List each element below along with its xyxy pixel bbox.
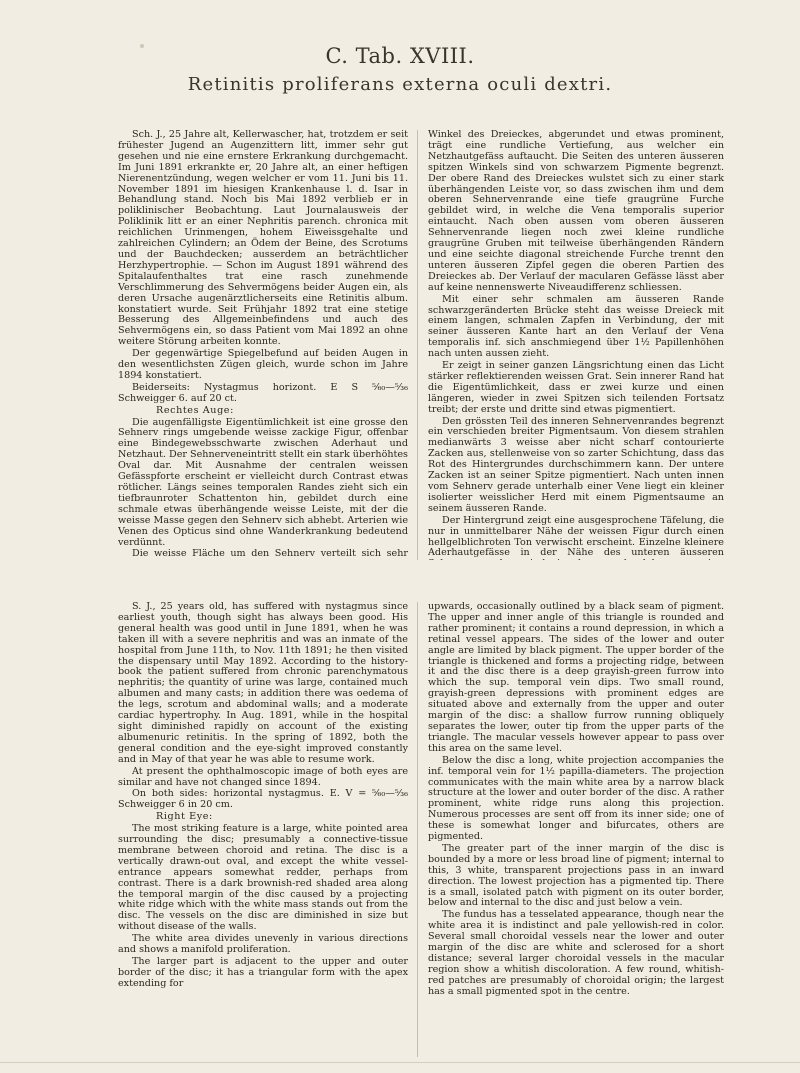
english-text-right-column	[428, 602, 724, 1057]
paragraph: The most striking feature is a large, white pointed area surrounding the disc; presumably a connective-tissue membrane between choroid and retina. The disc is a vertically drawn-out oval, and except the white vessel-entrance appears somewhat redder, perhaps from contrast. There is a dark brownish-red shaded area along the temporal margin of the disc caused by a projecting white ridge which with the white mass stands out from the disc. The vessels on the disc are diminished in size but without disease of the walls.	[118, 823, 408, 933]
paragraph: The greater part of the inner margin of the disc is bounded by a more or less broad line of pigment; internal to this, 3 white, transparent projections pass in an inward direction. The lowest projection has a pigmented tip. There is a small, isolated patch with pigment on its outer border, below and internal to the disc and just below a vein.	[428, 842, 724, 909]
paragraph: Below the disc a long, white projection accompanies the inf. temporal vein for 1½ papilla-diameters. The projection communicates with the main white area by a narrow black structure at the lower and outer border of the disc. A rather prominent, white ridge runs along this projection. Numerous processes are sent off from its inner side; one of these is somewhat longer and bifurcates, others are pigmented.	[428, 754, 724, 843]
paragraph: The fundus has a tesselated appearance, though near the white area it is indistinct and pale yellowish-red in color. Several small choroidal vessels near the lower and outer margin of the disc are white and sclerosed for a short distance; several larger choroidal vessels in the macular region show a whitish discoloration. A few round, whitish-red patches are presumably of choroidal origin; the largest has a small pigmented spot in the centre.	[428, 909, 724, 997]
paragraph: At present the ophthalmoscopic image of both eyes are similar and have not changed since 1894.	[118, 765, 408, 788]
paragraph: Der Hintergrund zeigt eine ausgesprochene Täfelung, die nur in unmittelbarer Nähe der weissen Figur durch einen hellgelblichroten Ton verwischt erscheint. Einzelne kleinere Aderhautgefässe in der Nähe des unteren äusseren	[428, 514, 724, 559]
paragraph: The larger part is adjacent to the upper and outer border of the disc; it has a triangular form with the apex extending for	[118, 956, 408, 989]
paragraph: Beiderseits: Nystagmus horizont. E S ⁵⁄₆₀—⁵⁄₃₆ Schweigger 6. auf 20 ct.	[118, 381, 408, 404]
paragraph: upwards, occasionally outlined by a black seam of pigment. The upper and inner angle of this triangle is rounded and rather prominent; it contains a round depression, in which a retinal vessel appears. The sides of the lower and outer angle are limited by black pigment. The upper border of the triangle is thickened and forms a projecting ridge, between it and the disc there is a deep grayish-green furrow into which the sup. temporal vein dips. Two small round, grayish-green depressions with prominent edges are situated above and externally from the upper and outer margin of the disc: a shallow furrow running obliquely separates the lower, outer tip from the upper parts of the triangle. The macular vessels however appear to pass over this area on the same level.	[428, 602, 724, 754]
paragraph: Winkel des Dreieckes, abgerundet und etwas prominent, trägt eine rundliche Vertiefung, aus welcher ein Netzhautgefäss auftaucht. Die Seiten des unteren äusseren spitzen Winkels sind von schwarzem Pigmente begrenzt. Der obere Rand des Dreieckes wulstet sich zu einer stark überhängenden Leiste vor, so dass zwischen ihm und dem oberen Sehnervenrande eine tiefe graugrüne Furche gebildet wird, in welche die Vena temporalis superior eintaucht. Nach oben aussen vom oberen äusseren Sehnervenrande liegen noch zwei kleine rundliche graugrüne Gruben mit teilweise überhängenden Rändern und eine seichte diagonal streichende Furche trennt den unteren äusseren Zipfel gegen die oberen Partien des Dreieckes ab. Der Verlauf der macularen Gefässe lässt aber auf keine nennenswerte Niveaudifferenz schliessen.	[428, 130, 724, 293]
paragraph: Er zeigt in seiner ganzen Längsrichtung einen das Licht stärker reflektierenden weissen Grat. Sein innerer Rand hat die Eigentümlichkeit, dass er zwei kurze und einen längeren, wieder in zwei Spitzen sich teilenden Fortsatz treibt; der erste und dritte sind etwas pigmentiert.	[428, 360, 724, 415]
plate-number: C. Tab. XVIII.	[325, 44, 475, 68]
german-text-right-column	[428, 130, 724, 560]
german-text-left-column	[118, 130, 408, 560]
english-text-left-column	[118, 602, 408, 1057]
paragraph: On both sides: horizontal nystagmus. E. V = ⁵⁄₆₀—⁵⁄₃₆ Schweigger 6 in 20 cm.	[118, 788, 408, 811]
section-heading: Rechtes Auge:	[156, 404, 234, 416]
paragraph: Den grössten Teil des inneren Sehnervenrandes begrenzt ein verschieden breiter Pigmentsaum. Von diesem strahlen medianwärts 3 weisse aber nicht scharf contourierte Zacken aus, stellenweise von so zarter Schichtung, dass das Rot des Hintergrundes durchschimmern kann. Der untere Zacken ist an seiner Spitze pigmentiert. Nach unten innen vom Sehnerv gerade unterhalb einer Vene liegt ein kleiner isolierter weisslicher Herd mit einem Pigmentsaume an seinem äusseren Rande.	[428, 415, 724, 514]
page-bottom-rule	[0, 1062, 800, 1063]
column-divider	[417, 602, 418, 1057]
paragraph: Die augenfälligste Eigentümlichkeit ist eine grosse den Sehnerv rings umgebende weisse zackige Figur, offenbar eine Bindegewebsschwarte zwischen Aderhaut und Netzhaut. Der Sehnerveneintritt stellt ein stark überhöhtes Oval dar. Mit Ausnahme der centralen weissen Gefässpforte erscheint er vielleicht durch Contrast etwas rötlicher. Längs seines temporalen Randes zieht sich ein tiefbraunroter Schattenton hin, gebildet durch eine schmale etwas überhängende weisse Leiste, mit der die weisse Masse gegen den Sehnerv sich abhebt. Arterien wie Venen des Opticus sind ohne Wanderkrankung bedeutend verdünnt.	[118, 416, 408, 548]
paragraph: Sch. J., 25 Jahre alt, Kellerwascher, hat, trotzdem er seit frühester Jugend an Augenzittern litt, immer sehr gut gesehen und nie eine ernstere Erkrankung durchgemacht. Im Juni 1891 erkrankte er, 20 Jahre alt, an einer heftigen Nierenentzündung, wegen welcher er vom 11. Juni bis 11. November 1891 im hiesigen Krankenhause l. d. Isar in Behandlung stand. Noch bis Mai 1892 verblieb er in poliklinischer Beobachtung. Laut Journalausweis der Poliklinik litt er an einer Nephritis parench. chronica mit reichlichen Urinmengen, hohem Eiweissgehalte und zahlreichen Cylindern; an Ödem der Beine, des Scrotums und der Bauchdecken; ausserdem an beträchtlicher Herzhypertrophie. — Schon im August 1891 während des Spitalaufenthaltes trat eine rasch zunehmende Verschlimmerung des Sehvermögens beider Augen ein, als deren Ursache augenärztlicherseits eine Retinitis album. konstatiert wurde. Seit Frühjahr 1892 trat eine stetige Besserung des Allgemeinbefindens und auch des Sehvermögens ein, so dass Patient vom Mai 1892 an ohne weitere Störung arbeiten konnte.	[118, 130, 408, 348]
section-heading: Right Eye:	[156, 811, 213, 823]
paragraph: Der gegenwärtige Spiegelbefund auf beiden Augen in den wesentlichsten Zügen gleich, wurde schon im Jahre 1894 konstatiert.	[118, 348, 408, 381]
paragraph: The white area divides unevenly in various directions and shows a manifold proliferation.	[118, 933, 408, 956]
paragraph: Mit einer sehr schmalen am äusseren Rande schwarzgeränderten Brücke steht das weisse Dreieck mit einem langen, schmalen Zapfen in Verbindung, der mit seiner äusseren Kante hart an den Verlauf der Vena temporalis inf. sich anschmiegend über 1½ Papillenhöhen nach unten aussen zieht.	[428, 293, 724, 360]
column-divider	[417, 130, 418, 560]
plate-title: Retinitis proliferans externa oculi dextri.	[187, 74, 613, 95]
paragraph: Die weisse Fläche um den Sehnerv verteilt sich sehr	[132, 548, 408, 560]
paragraph: S. J., 25 years old, has suffered with nystagmus since earliest youth, though sight has always been good. His general health was good until in June 1891, when he was taken ill with a severe nephritis and was an inmate of the hospital from June 11th, to Nov. 11th 1891; he then visited the dispensary until May 1892. According to the history-book the patient suffered from chronic parenchymatous nephritis; the quantity of urine was large, contained much albumen and many casts; in addition there was oedema of the legs, scrotum and abdominal walls; and a moderate cardiac hypertrophy. In Aug. 1891, while in the hospital sight diminished rapidly on account of the existing albumenuric retinitis. In the spring of 1892, both the general condition and the eye-sight improved constantly and in May of that year he was able to resume work.	[118, 602, 408, 765]
